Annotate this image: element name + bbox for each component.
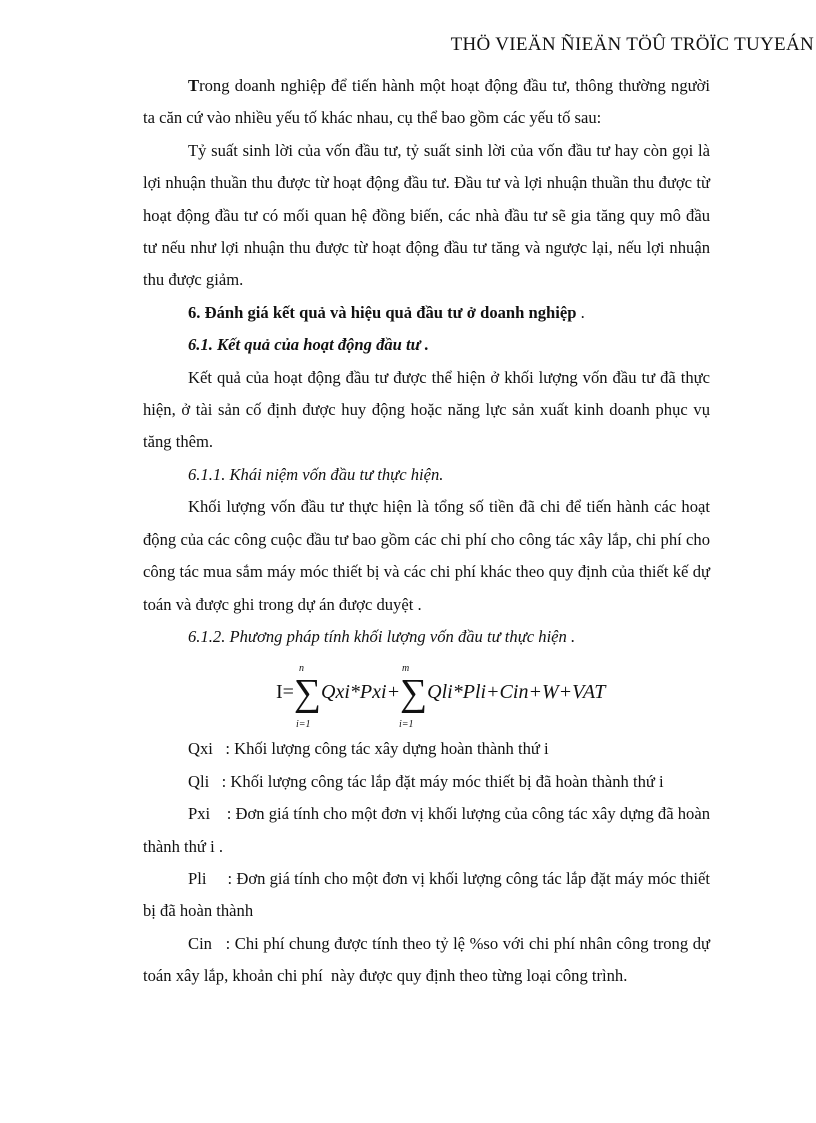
investment-volume-paragraph: Khối lượng vốn đầu tư thực hiện là tổng số tiền đã chi để tiến hành các hoạt động của các công cuộc đầu tư bao gồm các chi phí cho công tác xây lắp, chi phí cho công tác mua sắm máy móc thiết bị và các chi phí khác theo quy định của thiết kế dự toán và được ghi trong dự án được duyệt . xyxy=(143,497,710,614)
definition-item xyxy=(143,928,715,993)
profit-rate-paragraph: Tỷ suất sinh lời của vốn đầu tư, tỷ suất sinh lời của vốn đầu tư hay còn gọi là lợi nhuận thuần thu được từ hoạt động đầu tư. Đầu tư và lợi nhuận thuần thu được từ hoạt động đầu tư có mối quan hệ đồng biến, các nhà đầu tư sẽ gia tăng quy mô đầu tư nếu như lợi nhuận thu được từ hoạt động đầu tư tăng và ngược lại, nếu lợi nhuận thu được giảm. xyxy=(143,140,710,290)
definition-item xyxy=(143,863,715,928)
definition-item xyxy=(143,798,715,863)
document-body xyxy=(143,70,715,993)
section-6-1-heading: 6.1. Kết quả của hoạt động đầu tư . xyxy=(188,335,429,355)
formula-expression xyxy=(276,667,606,715)
intro-text: rong doanh nghiệp để tiến hành một hoạt động đầu tư, thông thường người ta căn cứ vào nhiều yếu tố khác nhau, cụ thể bao gồm các yếu tố sau: xyxy=(143,76,710,128)
definition-symbol: Pxi xyxy=(188,804,211,824)
definition-symbol: Cin xyxy=(188,933,212,953)
sum-2-upper-limit: m xyxy=(402,663,410,675)
formula-term-2: Qli*Pli+Cin+W+VAT xyxy=(427,681,606,704)
investment-formula xyxy=(143,653,710,733)
sigma-2: ∑ xyxy=(400,672,428,715)
drop-letter: T xyxy=(188,76,200,95)
intro-paragraph xyxy=(143,70,710,135)
sigma-1: ∑ xyxy=(293,672,322,715)
definition-text: : Chi phí chung được tính theo tỷ lệ %so với chi phí nhân công trong dự toán xây lắp, khoản chi phí này được quy định theo từng loại công trình. xyxy=(143,933,715,986)
definition-item xyxy=(143,733,710,765)
sum-1-lower-limit: i=1 xyxy=(296,719,311,731)
definition-symbol: Qxi xyxy=(188,739,213,759)
definition-text: : Khối lượng công tác xây dựng hoàn thành thứ i xyxy=(212,739,549,759)
section-6-title: 6. Đánh giá kết quả và hiệu quả đầu tư ở doanh nghiệp xyxy=(188,302,577,322)
section-6-1-1-heading: 6.1.1. Khái niệm vốn đầu tư thực hiện. xyxy=(188,464,444,484)
library-header: THÖ VIEÄN ÑIEÄN TÖÛ TRÖÏC TUYEÁN xyxy=(450,34,814,55)
sum-2-lower-limit: i=1 xyxy=(399,719,414,731)
sum-1-upper-limit: n xyxy=(299,663,304,675)
result-paragraph: Kết quả của hoạt động đầu tư được thể hiện ở khối lượng vốn đầu tư đã thực hiện, ở tài sản cố định được huy động hoặc năng lực sản xuất kinh doanh phục vụ tăng thêm. xyxy=(143,367,710,452)
definition-text: : Đơn giá tính cho một đơn vị khối lượng của công tác xây dựng đã hoàn thành thứ i . xyxy=(143,804,715,856)
definition-text: : Đơn giá tính cho một đơn vị khối lượng công tác lắp đặt máy móc thiết bị đã hoàn thành xyxy=(143,868,715,921)
section-6-heading xyxy=(143,297,710,329)
formula-term-1: Qxi*Pxi+ xyxy=(321,681,401,704)
definition-symbol: Pli xyxy=(188,868,207,888)
section-6-1-2-heading: 6.1.2. Phương pháp tính khối lượng vốn đầu tư thực hiện . xyxy=(188,626,576,646)
definition-item xyxy=(143,766,710,798)
definition-text: : Khối lượng công tác lắp đặt máy móc thiết bị đã hoàn thành thứ i xyxy=(209,771,664,791)
definition-symbol: Qli xyxy=(188,771,210,791)
section-6-tail: . xyxy=(576,302,585,322)
definition-list xyxy=(143,733,715,992)
formula-lhs: I= xyxy=(276,681,294,704)
